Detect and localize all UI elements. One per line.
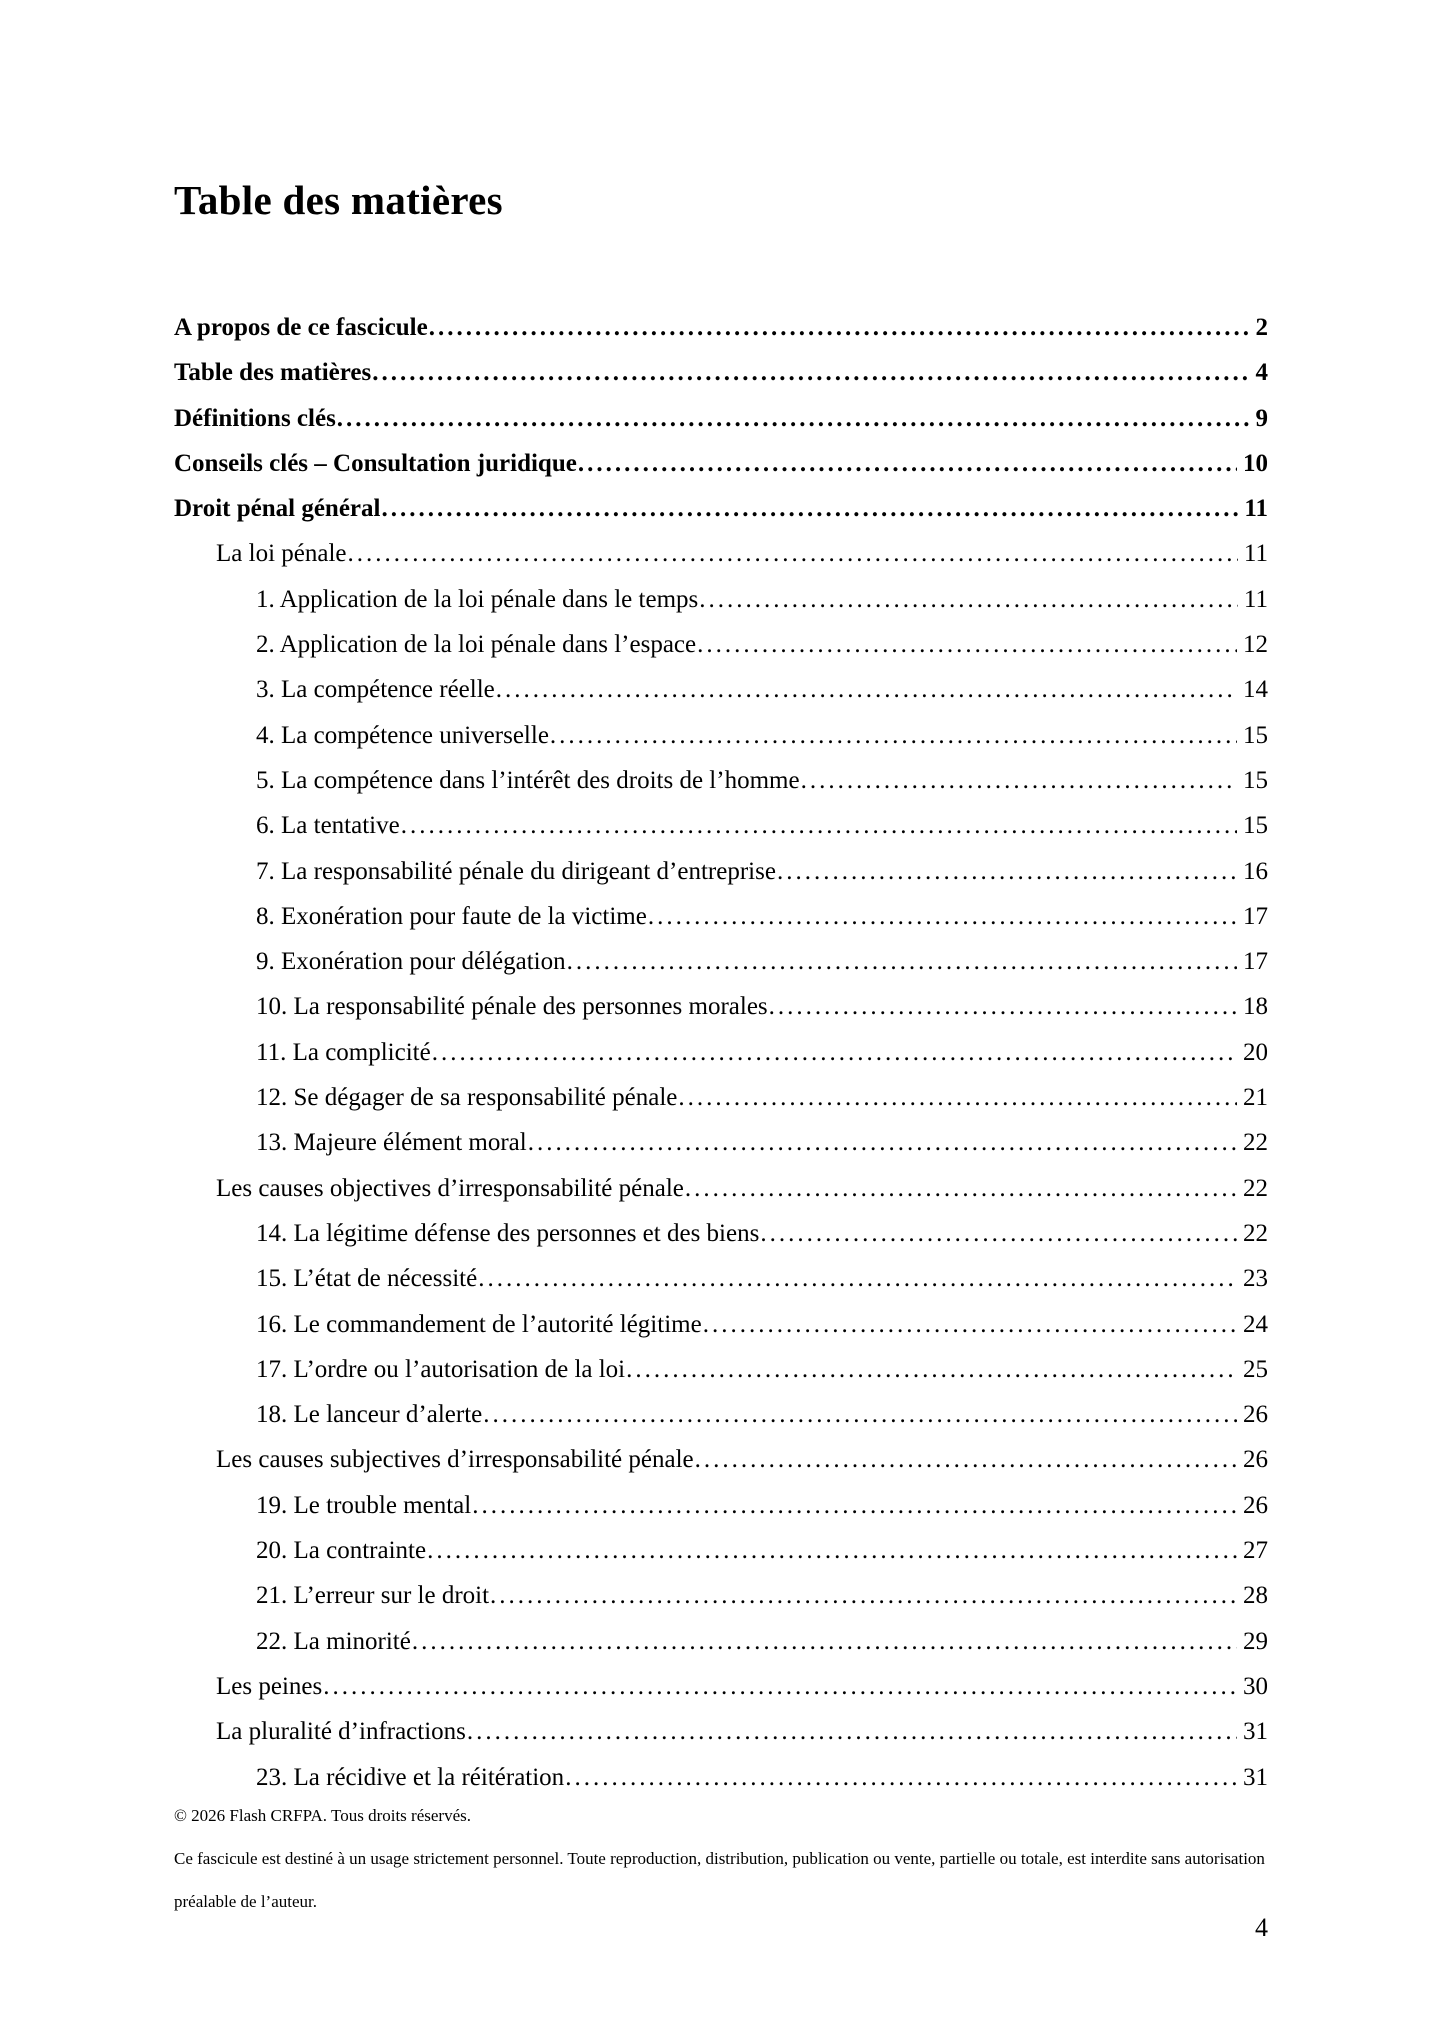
toc-entry-page: 11 xyxy=(1243,540,1268,568)
toc-entry-label: 5. La compétence dans l’intérêt des droits de l’homme xyxy=(256,766,800,794)
toc-entry-page: 14 xyxy=(1243,676,1268,704)
toc-leader-dots xyxy=(697,622,1237,667)
toc-entry-page: 22 xyxy=(1243,1219,1268,1247)
toc-leader-dots xyxy=(578,441,1237,486)
toc-entry-page: 22 xyxy=(1243,1174,1268,1202)
toc-leader-dots xyxy=(567,939,1237,984)
page-number: 4 xyxy=(1255,1913,1268,1942)
toc-entry[interactable] xyxy=(174,531,1268,576)
toc-entry-label: 19. Le trouble mental xyxy=(256,1491,472,1519)
toc-leader-dots xyxy=(550,713,1237,758)
toc-leader-dots xyxy=(429,305,1250,350)
toc-entry-page: 11 xyxy=(1244,495,1268,523)
copyright-notice: © 2026 Flash CRFPA. Tous droits réservés. xyxy=(174,1806,471,1825)
toc-entry-label: 15. L’état de nécessité xyxy=(256,1265,478,1293)
toc-leader-dots xyxy=(472,1483,1237,1528)
toc-entry-label: 13. Majeure élément moral xyxy=(256,1129,527,1157)
toc-entry-label: 8. Exonération pour faute de la victime xyxy=(256,902,647,930)
toc-leader-dots xyxy=(769,984,1237,1029)
toc-entry-page: 21 xyxy=(1243,1084,1268,1112)
toc-entry[interactable] xyxy=(174,1483,1268,1528)
toc-entry-page: 15 xyxy=(1243,721,1268,749)
toc-entry-page: 26 xyxy=(1243,1401,1268,1429)
toc-entry[interactable] xyxy=(174,1709,1268,1754)
toc-entry[interactable] xyxy=(174,1573,1268,1618)
toc-entry-label: 14. La légitime défense des personnes et des biens xyxy=(256,1219,760,1247)
toc-entry-page: 29 xyxy=(1243,1627,1268,1655)
toc-leader-dots xyxy=(427,1528,1237,1573)
toc-entry[interactable] xyxy=(174,577,1268,622)
toc-entry-label: Les peines xyxy=(216,1672,323,1700)
toc-entry[interactable] xyxy=(174,894,1268,939)
toc-leader-dots xyxy=(496,667,1237,712)
toc-entry[interactable] xyxy=(174,350,1268,395)
toc-entry-label: La pluralité d’infractions xyxy=(216,1718,466,1746)
toc-entry-page: 15 xyxy=(1243,766,1268,794)
toc-entry[interactable] xyxy=(174,622,1268,667)
toc-entry-label: Définitions clés xyxy=(174,404,336,432)
toc-entry-page: 27 xyxy=(1243,1537,1268,1565)
toc-entry-page: 15 xyxy=(1243,812,1268,840)
toc-leader-dots xyxy=(478,1256,1237,1301)
toc-entry-page: 20 xyxy=(1243,1038,1268,1066)
toc-entry-label: 22. La minorité xyxy=(256,1627,411,1655)
toc-entry-page: 31 xyxy=(1243,1763,1268,1791)
toc-entry[interactable] xyxy=(174,1664,1268,1709)
toc-entry-label: 16. Le commandement de l’autorité légitime xyxy=(256,1310,702,1338)
toc-leader-dots xyxy=(699,577,1238,622)
toc-entry-page: 22 xyxy=(1243,1129,1268,1157)
toc-entry-label: 2. Application de la loi pénale dans l’espace xyxy=(256,631,697,659)
toc-entry-label: 4. La compétence universelle xyxy=(256,721,549,749)
toc-entry-label: A propos de ce fascicule xyxy=(174,314,428,341)
toc-entry-label: 9. Exonération pour délégation xyxy=(256,948,566,976)
toc-entry-page: 16 xyxy=(1243,857,1268,885)
toc-entry[interactable] xyxy=(174,1392,1268,1437)
toc-entry[interactable] xyxy=(174,486,1268,531)
toc-entry[interactable] xyxy=(174,1256,1268,1301)
toc-entry-page: 4 xyxy=(1255,359,1268,387)
toc-leader-dots xyxy=(337,396,1250,441)
toc-leader-dots xyxy=(695,1437,1237,1482)
toc-entry[interactable] xyxy=(174,1528,1268,1573)
toc-leader-dots xyxy=(528,1120,1237,1165)
toc-entry[interactable] xyxy=(174,849,1268,894)
toc-entry-page: 25 xyxy=(1243,1355,1268,1383)
toc-entry-label: 12. Se dégager de sa responsabilité pénale xyxy=(256,1084,678,1112)
toc-entry-page: 11 xyxy=(1243,585,1268,613)
toc-entry-label: 18. Le lanceur d’alerte xyxy=(256,1401,483,1429)
toc-entry-label: Droit pénal général xyxy=(174,495,381,523)
toc-leader-dots xyxy=(401,803,1237,848)
toc-entry[interactable] xyxy=(174,1755,1268,1800)
toc-leader-dots xyxy=(323,1664,1237,1709)
toc-entry-label: 21. L’erreur sur le droit xyxy=(256,1582,490,1610)
toc-entry[interactable] xyxy=(174,758,1268,803)
toc-leader-dots xyxy=(432,1030,1237,1075)
toc-entry-page: 17 xyxy=(1243,902,1268,930)
toc-entry-page: 18 xyxy=(1243,993,1268,1021)
toc-entry[interactable] xyxy=(174,984,1268,1029)
toc-entry[interactable] xyxy=(174,1120,1268,1165)
toc-entry-page: 26 xyxy=(1243,1491,1268,1519)
toc-entry-label: 6. La tentative xyxy=(256,812,400,840)
toc-entry-page: 28 xyxy=(1243,1582,1268,1610)
toc-entry-label: Table des matières xyxy=(174,359,372,387)
toc-entry[interactable] xyxy=(174,667,1268,712)
toc-entry-label: 11. La complicité xyxy=(256,1038,431,1066)
toc-entry-label: Les causes objectives d’irresponsabilité pénale xyxy=(216,1174,684,1202)
toc-entry-page: 26 xyxy=(1243,1446,1268,1474)
toc-entry-page: 9 xyxy=(1255,404,1268,432)
toc-entry-label: 23. La récidive et la réitération xyxy=(256,1763,565,1791)
toc-entry-page: 12 xyxy=(1243,631,1268,659)
toc-entry[interactable] xyxy=(174,939,1268,984)
toc-entry-label: 1. Application de la loi pénale dans le temps xyxy=(256,585,699,613)
toc-entry-label: La loi pénale xyxy=(216,540,347,568)
toc-entry[interactable] xyxy=(174,1619,1268,1664)
toc-entry-page: 23 xyxy=(1243,1265,1268,1293)
toc-entry[interactable] xyxy=(174,1302,1268,1347)
toc-entry-label: 10. La responsabilité pénale des personnes morales xyxy=(256,993,768,1021)
toc-leader-dots xyxy=(648,894,1237,939)
toc-entry[interactable] xyxy=(174,1437,1268,1482)
toc-entry-page: 10 xyxy=(1243,449,1268,477)
toc-entry-label: Conseils clés – Consultation juridique xyxy=(174,449,577,477)
page-title: Table des matières xyxy=(174,177,503,223)
toc-leader-dots xyxy=(412,1619,1237,1664)
toc-leader-dots xyxy=(490,1573,1237,1618)
toc-entry[interactable] xyxy=(174,305,1268,350)
toc-entry[interactable] xyxy=(174,713,1268,758)
toc-entry-label: 17. L’ordre ou l’autorisation de la loi xyxy=(256,1355,626,1383)
toc-leader-dots xyxy=(678,1075,1237,1120)
toc-leader-dots xyxy=(381,486,1238,531)
usage-notice: Ce fascicule est destiné à un usage strictement personnel. Toute reproduction, distribution, publication ou vente, partielle ou totale, est interdite sans autorisation préalable de l’auteur. xyxy=(174,1849,1265,1911)
toc-leader-dots xyxy=(372,350,1249,395)
toc-leader-dots xyxy=(565,1755,1237,1800)
page-footer xyxy=(174,1794,1274,1923)
toc-entry-label: 20. La contrainte xyxy=(256,1537,427,1565)
toc-leader-dots xyxy=(777,849,1237,894)
toc-entry-page: 2 xyxy=(1255,314,1268,341)
toc-entry[interactable] xyxy=(174,1211,1268,1256)
toc-entry-page: 17 xyxy=(1243,948,1268,976)
toc-entry-label: Les causes subjectives d’irresponsabilité pénale xyxy=(216,1446,694,1474)
toc-leader-dots xyxy=(483,1392,1237,1437)
toc-entry[interactable] xyxy=(174,1075,1268,1120)
toc-entry[interactable] xyxy=(174,1347,1268,1392)
toc-leader-dots xyxy=(801,758,1237,803)
toc-entry[interactable] xyxy=(174,441,1268,486)
toc-entry-label: 3. La compétence réelle xyxy=(256,676,495,704)
toc-entry[interactable] xyxy=(174,396,1268,441)
toc-leader-dots xyxy=(348,531,1238,576)
toc-leader-dots xyxy=(685,1166,1237,1211)
toc-entry[interactable] xyxy=(174,803,1268,848)
toc-entry-page: 24 xyxy=(1243,1310,1268,1338)
toc-entry-page: 31 xyxy=(1243,1718,1268,1746)
toc-leader-dots xyxy=(467,1709,1237,1754)
toc-entry[interactable] xyxy=(174,1166,1268,1211)
toc-entry-page: 30 xyxy=(1243,1672,1268,1700)
toc-list xyxy=(174,305,1268,1800)
toc-entry-label: 7. La responsabilité pénale du dirigeant d’entreprise xyxy=(256,857,776,885)
toc-leader-dots xyxy=(626,1347,1237,1392)
toc-leader-dots xyxy=(703,1302,1237,1347)
toc-entry[interactable] xyxy=(174,1030,1268,1075)
toc-leader-dots xyxy=(760,1211,1237,1256)
